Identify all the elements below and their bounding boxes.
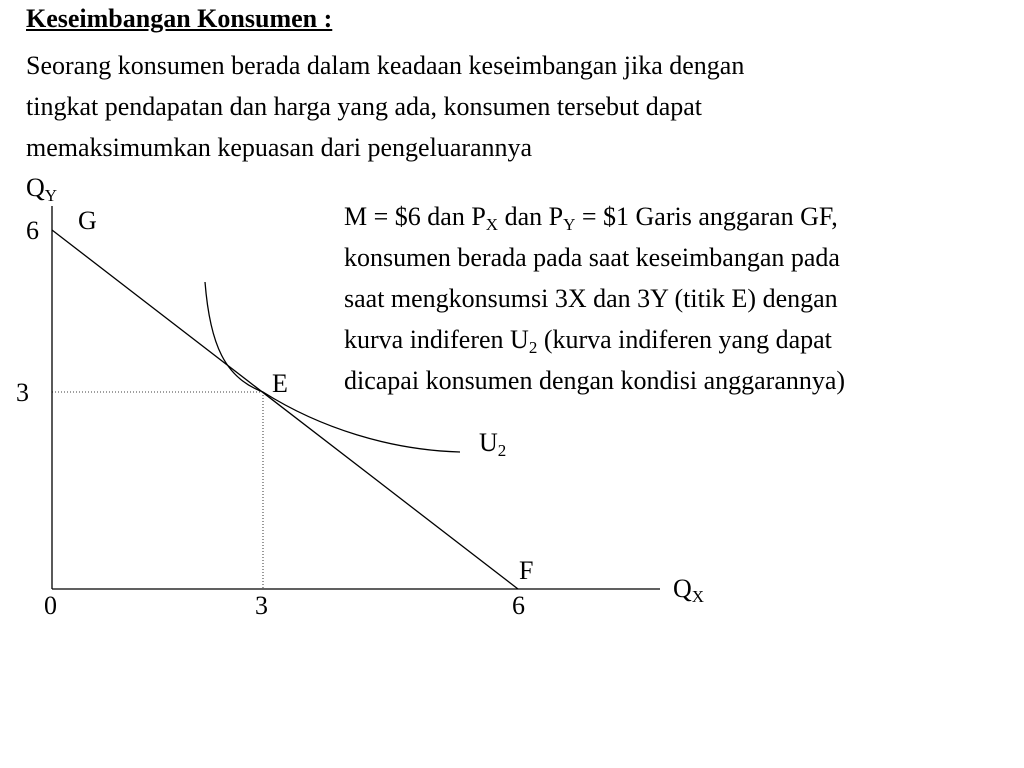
curve-label-u2: $U_2$ [479,428,507,460]
description-line: dicapai konsumen dengan kondisi anggarannya) [344,366,846,395]
description-line: konsumen berada pada saat keseimbangan pada [344,243,840,272]
x-tick-label: 6 [512,591,525,620]
y-axis-label: $Q_Y$ [26,173,58,205]
page-title: Keseimbangan Konsumen : [26,4,333,33]
y-tick-label: 3 [16,378,29,407]
x-tick-label: 0 [44,591,57,620]
description-line: kurva indiferen $U_2$ (kurva indiferen yang dapat [344,325,832,357]
intro-line: memaksimumkan kepuasan dari pengeluarannya [26,133,533,162]
point-label-f: F [519,556,534,585]
x-axis-label: $Q_X$ [673,574,705,606]
intro-line: tingkat pendapatan dan harga yang ada, konsumen tersebut dapat [26,92,703,121]
x-tick-label: 3 [255,591,268,620]
point-label-e: E [272,369,288,398]
diagram-description [344,196,845,401]
intro-line: Seorang konsumen berada dalam keadaan keseimbangan jika dengan [26,51,745,80]
point-label-g: G [78,206,97,235]
description-line: saat mengkonsumsi 3X dan 3Y (titik E) dengan [344,284,838,313]
description-line: M = $6 dan $P_X$ dan $P_Y$ = $1 Garis anggaran GF, [344,202,838,234]
y-tick-label: 6 [26,216,39,245]
